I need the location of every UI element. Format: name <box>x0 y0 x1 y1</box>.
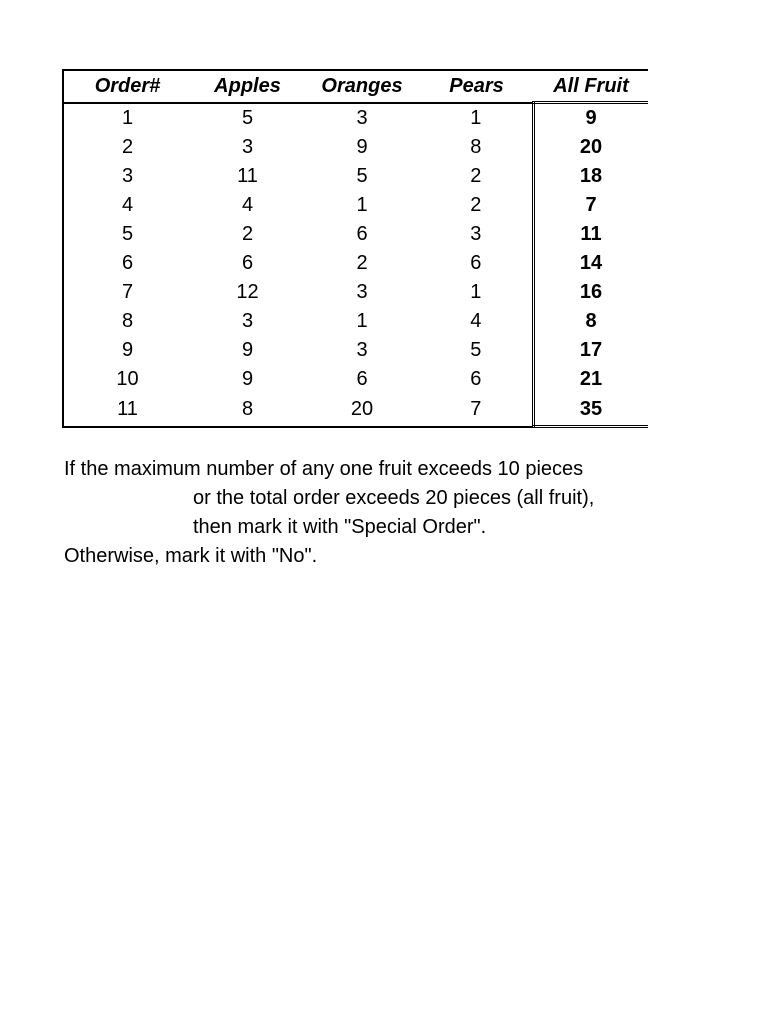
cell-apples[interactable]: 3 <box>241 136 254 158</box>
cell-all-fruit[interactable]: 20 <box>533 133 648 162</box>
cell-all-fruit[interactable]: 14 <box>533 249 648 278</box>
table-row <box>63 162 648 191</box>
cell-order[interactable]: 1 <box>63 103 191 134</box>
cell-order[interactable]: 10 <box>63 365 191 394</box>
cell-apples[interactable]: 11 <box>237 165 258 187</box>
note-line-4: Otherwise, mark it with "No". <box>64 545 318 567</box>
header-all-fruit[interactable]: All Fruit <box>533 70 648 103</box>
cell-apples[interactable]: 9 <box>241 368 254 390</box>
cell-all-fruit[interactable]: 17 <box>533 336 648 365</box>
cell-oranges[interactable]: 3 <box>356 106 368 129</box>
table-row <box>63 278 648 307</box>
cell-pears[interactable]: 5 <box>470 339 482 361</box>
header-oranges[interactable]: Oranges <box>304 70 420 103</box>
header-row <box>63 70 648 103</box>
cell-order[interactable]: 11 <box>63 394 191 427</box>
cell-oranges[interactable]: 6 <box>356 368 368 390</box>
cell-pears[interactable]: 4 <box>470 310 482 332</box>
table-row <box>63 133 648 162</box>
cell-all-fruit[interactable]: 18 <box>533 162 648 191</box>
cell-apples[interactable]: 4 <box>241 194 254 216</box>
cell-pears[interactable]: 2 <box>470 165 482 187</box>
header-apples[interactable]: Apples <box>191 70 304 103</box>
cell-apples[interactable]: 5 <box>241 106 254 129</box>
cell-pears[interactable]: 7 <box>420 394 533 427</box>
cell-all-fruit[interactable]: 21 <box>533 365 648 394</box>
cell-pears[interactable]: 6 <box>470 252 482 274</box>
cell-apples[interactable]: 6 <box>241 252 254 274</box>
cell-all-fruit[interactable]: 9 <box>533 103 648 134</box>
cell-order[interactable]: 2 <box>63 133 191 162</box>
cell-oranges[interactable]: 3 <box>356 281 368 303</box>
table-row <box>63 103 648 134</box>
cell-oranges[interactable]: 1 <box>356 194 368 216</box>
header-order[interactable]: Order# <box>63 70 191 103</box>
table-row <box>63 307 648 336</box>
cell-pears[interactable]: 6 <box>470 368 482 390</box>
note-line-2: or the total order exceeds 20 pieces (all fruit), <box>193 487 595 509</box>
cell-order[interactable]: 4 <box>63 191 191 220</box>
cell-apples[interactable]: 9 <box>241 339 254 361</box>
cell-oranges[interactable]: 5 <box>356 165 368 187</box>
cell-oranges[interactable]: 2 <box>356 252 368 274</box>
cell-oranges[interactable]: 9 <box>356 136 368 158</box>
cell-oranges[interactable]: 3 <box>356 339 368 361</box>
cell-all-fruit[interactable]: 8 <box>533 307 648 336</box>
cell-apples[interactable]: 8 <box>191 394 304 427</box>
cell-all-fruit[interactable]: 7 <box>533 191 648 220</box>
table-row <box>63 336 648 365</box>
table-row <box>63 191 648 220</box>
note-line-3: then mark it with "Special Order". <box>193 516 487 538</box>
cell-pears[interactable]: 8 <box>470 136 482 158</box>
cell-pears[interactable]: 3 <box>470 223 482 245</box>
fruit-orders-table <box>62 69 648 428</box>
table-row <box>63 394 648 427</box>
cell-order[interactable]: 3 <box>63 162 191 191</box>
spreadsheet-area <box>62 69 648 428</box>
cell-pears[interactable]: 1 <box>470 106 482 129</box>
cell-pears[interactable]: 1 <box>470 281 482 303</box>
cell-all-fruit[interactable]: 35 <box>533 394 648 427</box>
cell-oranges[interactable]: 6 <box>356 223 368 245</box>
header-pears[interactable]: Pears <box>420 70 533 103</box>
cell-all-fruit[interactable]: 11 <box>533 220 648 249</box>
cell-order[interactable]: 7 <box>63 278 191 307</box>
cell-oranges[interactable]: 1 <box>356 310 368 332</box>
cell-order[interactable]: 5 <box>63 220 191 249</box>
cell-apples[interactable]: 12 <box>236 281 259 303</box>
instruction-note <box>64 455 650 571</box>
table-row <box>63 365 648 394</box>
cell-order[interactable]: 6 <box>63 249 191 278</box>
cell-apples[interactable]: 3 <box>241 310 254 332</box>
cell-oranges[interactable]: 20 <box>304 394 420 427</box>
note-line-1: If the maximum number of any one fruit exceeds 10 pieces <box>64 458 584 480</box>
cell-pears[interactable]: 2 <box>470 194 482 216</box>
table-row <box>63 249 648 278</box>
cell-order[interactable]: 8 <box>63 307 191 336</box>
table-row <box>63 220 648 249</box>
cell-order[interactable]: 9 <box>63 336 191 365</box>
cell-apples[interactable]: 2 <box>241 223 254 245</box>
cell-all-fruit[interactable]: 16 <box>533 278 648 307</box>
